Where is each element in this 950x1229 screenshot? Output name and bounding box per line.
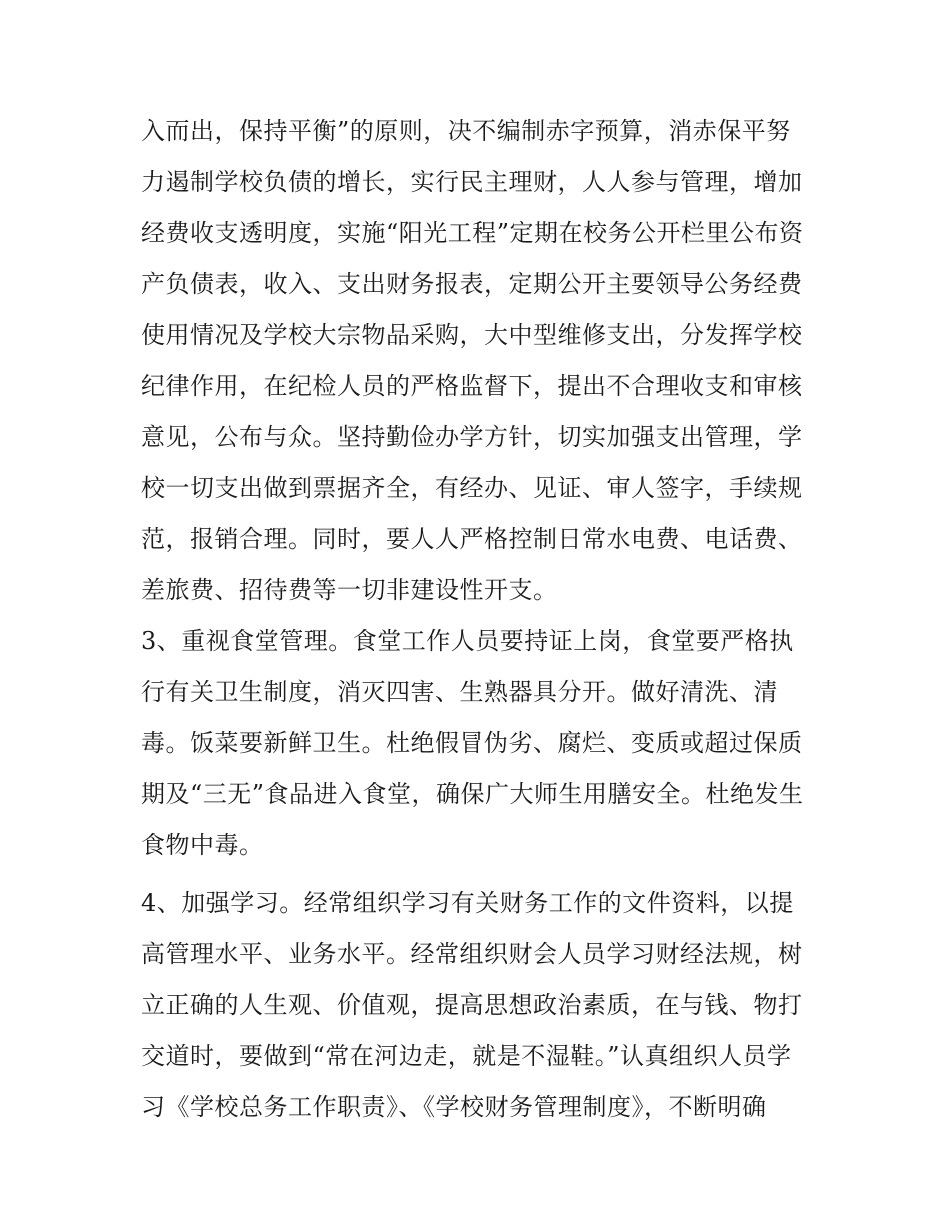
text-line-18: 立正确的人生观、价值观，提高思想政治素质，在与钱、物打 <box>141 991 803 1019</box>
text-line-11: 3、重视食堂管理。食堂工作人员要持证上岗，食堂要严格执 <box>141 627 794 655</box>
text-line-15: 食物中毒。 <box>141 831 264 859</box>
text-line-16: 4、加强学习。经常组织学习有关财务工作的文件资料，以提 <box>141 889 794 917</box>
text-line-20: 习《学校总务工作职责》、《学校财务管理制度》，不断明确 <box>141 1093 767 1121</box>
body-text <box>141 106 821 1133</box>
text-line-13: 毒。饭菜要新鲜卫生。杜绝假冒伪劣、腐烂、变质或超过保质 <box>141 729 803 757</box>
text-line-5: 使用情况及学校大宗物品采购，大中型维修支出，分发挥学校 <box>141 321 803 349</box>
text-line-12: 行有关卫生制度，消灭四害、生熟器具分开。做好清洗、清 <box>141 678 778 706</box>
text-line-17: 高管理水平、业务水平。经常组织财会人员学习财经法规，树 <box>141 940 803 968</box>
text-line-10: 差旅费、招待费等一切非建设性开支。 <box>141 576 558 604</box>
text-line-8: 校一切支出做到票据齐全，有经办、见证、审人签字，手续规 <box>141 474 803 502</box>
text-line-14: 期及“三无”食品进入食堂，确保广大师生用膳安全。杜绝发生 <box>141 780 804 808</box>
text-line-2: 力遏制学校负债的增长，实行民主理财，人人参与管理，增加 <box>141 168 803 196</box>
text-line-3: 经费收支透明度，实施“阳光工程”定期在校务公开栏里公布资 <box>141 219 804 247</box>
text-line-4: 产负债表，收入、支出财务报表，定期公开主要领导公务经费 <box>141 270 803 298</box>
text-line-1: 入而出，保持平衡”的原则，决不编制赤字预算，消赤保平努 <box>141 117 791 145</box>
text-line-7: 意见，公布与众。坚持勤俭办学方针，切实加强支出管理，学 <box>141 423 803 451</box>
text-line-6: 纪律作用，在纪检人员的严格监督下，提出不合理收支和审核 <box>141 372 803 400</box>
text-line-9: 范，报销合理。同时，要人人严格控制日常水电费、电话费、 <box>141 525 803 553</box>
text-line-19: 交道时，要做到“常在河边走，就是不湿鞋。”认真组织人员学 <box>141 1042 792 1070</box>
